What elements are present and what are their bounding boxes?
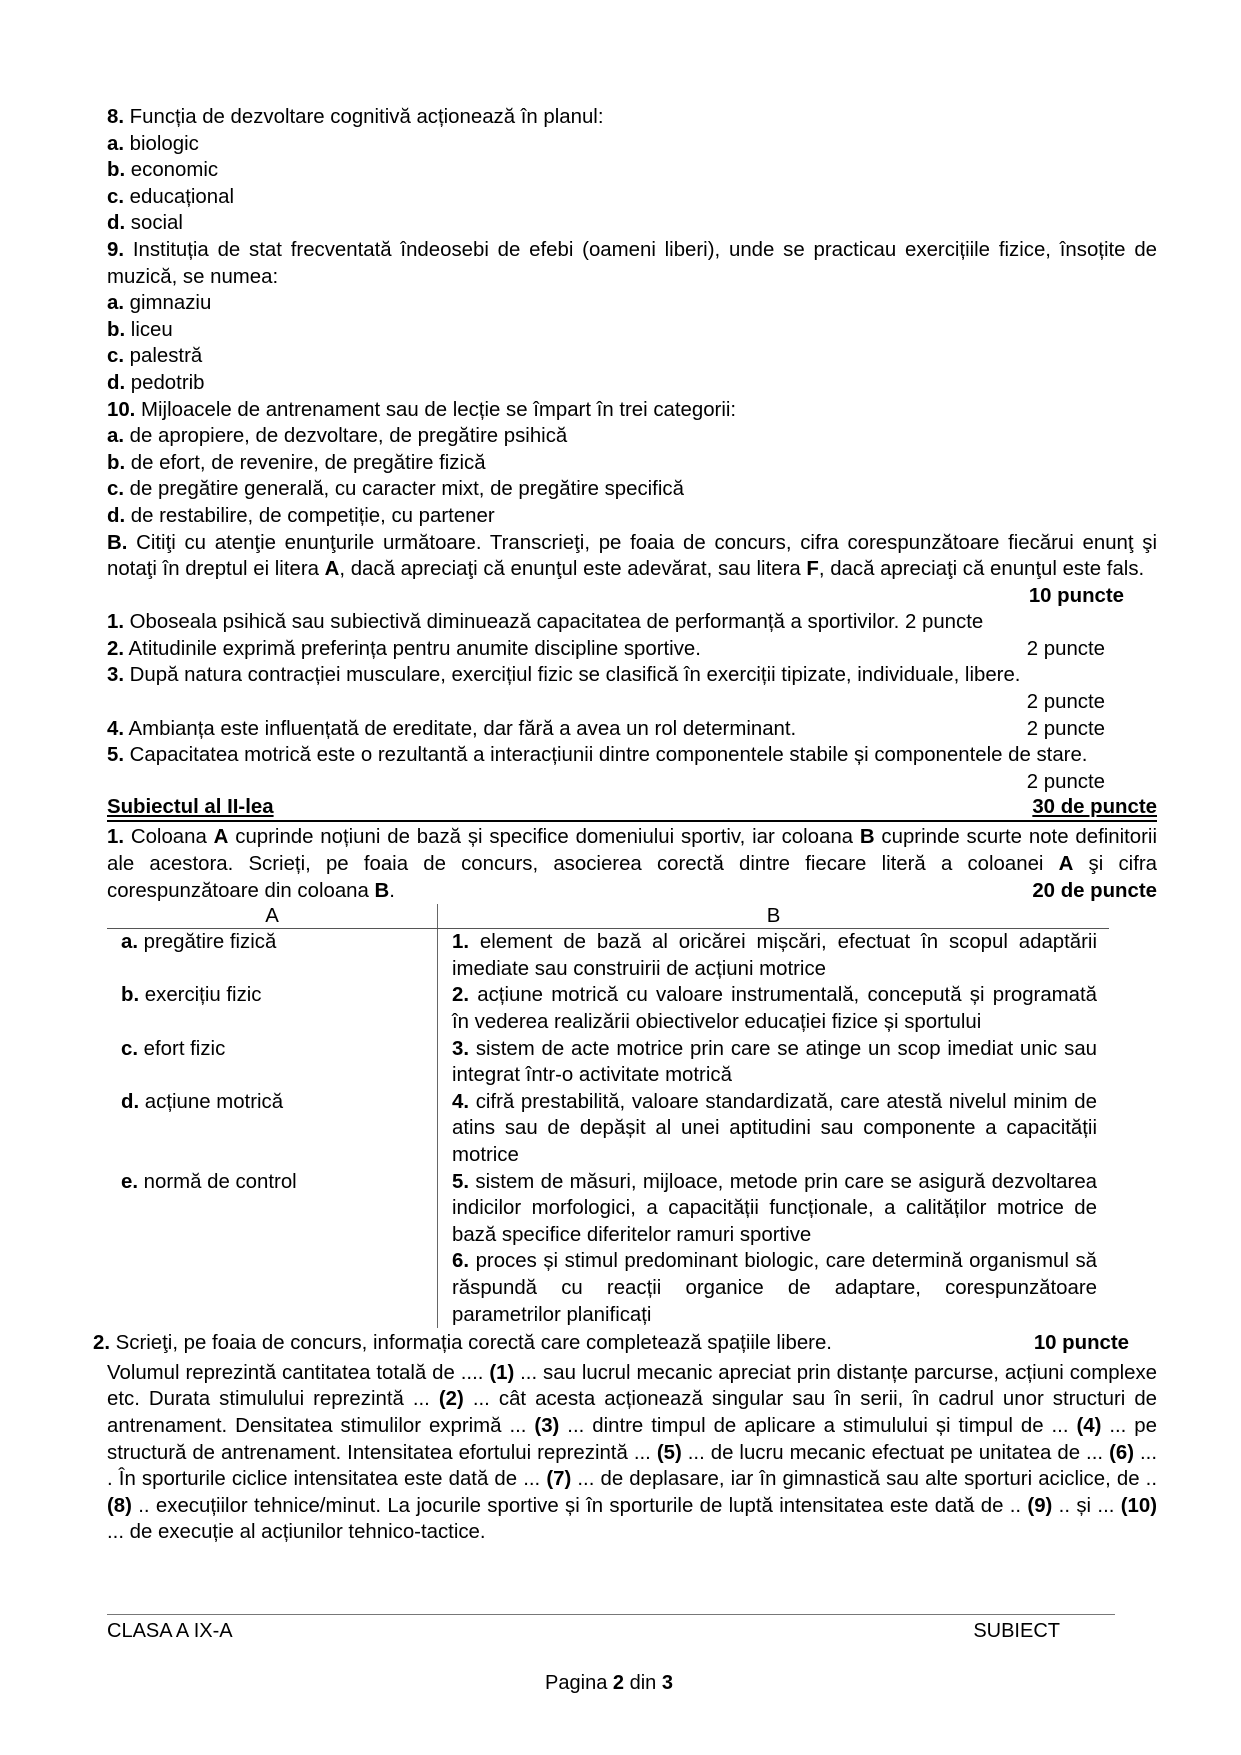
tf-item-4	[107, 716, 1157, 743]
tf-item-2	[107, 636, 1157, 663]
option-letter: d.	[107, 212, 126, 235]
answer-option	[107, 476, 1157, 503]
bold-segment: (6)	[1109, 1441, 1134, 1464]
bold-segment: B.	[107, 531, 128, 554]
option-letter: a.	[107, 292, 125, 315]
part-b-intro	[107, 530, 1157, 610]
part-b-instructions	[107, 532, 1157, 581]
column-b-cell	[438, 929, 1110, 983]
matching-table	[107, 904, 1109, 1328]
item-number: 2.	[452, 984, 470, 1007]
column-b-cell	[438, 1089, 1110, 1169]
item-text: Atitudinile exprimă preferința pentru anumite discipline sportive.	[124, 637, 701, 660]
matching-row	[107, 1089, 1109, 1169]
text-segment: ... cât acesta acționează singular sau în serii, în cadrul unor structuri de antrenament. Densitatea stimulilor exprimă ...	[107, 1388, 1157, 1437]
option-letter: a.	[107, 425, 125, 448]
question-text: Instituția de stat frecventată îndeosebi de efebi (oameni liberi), unde se practicau exercițiile fizice, însoțite de muzică, se numea:	[107, 238, 1157, 288]
question-number: 8.	[107, 106, 125, 128]
option-text: de restabilire, de competiție, cu partener	[125, 504, 495, 527]
item-text: Capacitatea motrică este o rezultantă a interacțiunii dintre componentele stabile și componentele de stare.	[124, 744, 1088, 767]
item-points: 2 puncte	[904, 611, 984, 634]
page-number	[0, 1672, 1218, 1695]
current-page: 2	[612, 1672, 625, 1694]
item-points: 2 puncte	[1026, 717, 1105, 740]
option-letter: b.	[107, 318, 126, 341]
answer-option	[107, 450, 1157, 477]
text-segment: cuprinde noțiuni de bază și specifice domeniului sportiv, iar coloana	[228, 826, 860, 849]
bold-segment: (9)	[1027, 1494, 1053, 1517]
answer-option	[107, 343, 1157, 370]
answer-option	[107, 503, 1157, 530]
question-9	[107, 237, 1157, 290]
text-segment: Citiţi cu atenţie enunţurile următoare. Transcrieţi, pe foaia de concurs, cifra corespunzătoare fiecărui enunţ şi notaţi în dreptul ei litera	[107, 531, 1157, 581]
text-segment: Coloana	[124, 826, 214, 849]
option-letter: a.	[107, 132, 125, 155]
column-b-cell	[438, 1036, 1110, 1089]
definition: cifră prestabilită, valoare standardizată, care atestă nivelul minim de atins sau de depășit al unei aptitudini sau componente a capacității motrice	[452, 1090, 1097, 1166]
item-number: 4.	[107, 717, 125, 740]
bold-segment: (2)	[438, 1388, 464, 1411]
text-segment: .. și ...	[1052, 1494, 1121, 1517]
column-a-cell	[107, 982, 438, 1035]
subject-2-heading	[107, 795, 1157, 822]
option-text: educațional	[124, 185, 234, 208]
class-label: CLASA A IX-A	[107, 1620, 233, 1642]
text-segment: ... dintre timpul de aplicare a stimulului și timpul de ...	[559, 1414, 1077, 1437]
item-number: 3.	[452, 1037, 470, 1060]
item-points: 2 puncte	[1026, 637, 1105, 660]
text-segment: , dacă apreciaţi că enunţul este adevărat, sau litera	[339, 558, 807, 581]
matching-row	[107, 1169, 1109, 1249]
option-text: liceu	[125, 318, 173, 341]
option-text: de efort, de revenire, de pregătire fizică	[125, 451, 486, 474]
bold-segment: A	[1058, 853, 1074, 876]
bold-segment: A	[324, 558, 340, 581]
answer-option	[107, 290, 1157, 317]
item-letter: c.	[121, 1037, 139, 1060]
definition: proces și stimul predominant biologic, care determină organismul să răspundă cu reacții organice de adaptare, corespunzătoare parametrilor planificați	[452, 1250, 1097, 1326]
fill-in-paragraph	[107, 1360, 1157, 1546]
option-letter: b.	[107, 159, 126, 182]
bold-segment: (7)	[546, 1468, 572, 1491]
answer-option	[107, 370, 1157, 397]
column-a-header: A	[107, 904, 438, 929]
text-segment: .	[389, 879, 395, 902]
column-a-cell	[107, 929, 438, 983]
column-a-cell	[107, 1036, 438, 1089]
item-number: 5.	[452, 1170, 470, 1193]
item-letter: e.	[121, 1170, 139, 1193]
q8-options	[107, 131, 1157, 237]
text-segment: ... de deplasare, iar în gimnastică sau alte sporturi aciclice, de ..	[571, 1468, 1157, 1491]
option-text: de apropiere, de dezvoltare, de pregătire psihică	[124, 425, 568, 448]
subject-title: Subiectul al II-lea	[107, 796, 274, 819]
answer-option	[107, 423, 1157, 450]
option-text: biologic	[124, 132, 199, 155]
text-segment: ... pe structură de antrenament. Intensitatea efortului reprezintă ...	[107, 1414, 1157, 1464]
answer-option	[107, 157, 1157, 184]
question-text: Scrieţi, pe foaia de concurs, informația corectă care completează spațiile libere.	[110, 1332, 832, 1355]
text-segment: , dacă apreciaţi că enunţul este fals.	[818, 558, 1145, 581]
item-number: 5.	[107, 744, 125, 767]
text-segment: ... de execuție al acțiunilor tehnico-tactice.	[107, 1521, 486, 1544]
q9-options	[107, 290, 1157, 396]
definition: sistem de acte motrice prin care se atinge un scop imediat unic sau integrat într-o activitate motrică	[452, 1037, 1097, 1087]
column-a-cell	[107, 1248, 438, 1328]
answer-option	[107, 184, 1157, 211]
question-text	[107, 826, 1157, 901]
notion: exercițiu fizic	[139, 984, 262, 1007]
tf-item-1	[107, 609, 1157, 636]
question-number: 2.	[93, 1332, 111, 1355]
bold-segment: B	[859, 826, 875, 849]
text-segment: ... de lucru mecanic efectuat pe unitatea de ...	[681, 1441, 1110, 1464]
question-8	[107, 104, 1157, 131]
item-number: 4.	[452, 1090, 470, 1113]
option-letter: d.	[107, 371, 126, 394]
tf-item-3	[107, 662, 1157, 715]
footer	[107, 1614, 1115, 1643]
tf-item-5	[107, 742, 1157, 795]
notion: pregătire fizică	[138, 931, 277, 954]
bold-segment: F	[806, 558, 819, 581]
item-text: Ambianța este influențată de ereditate, dar fără a avea un rol determinant.	[124, 717, 797, 740]
text-segment: .. execuțiilor tehnice/minut. La jocurile sportive și în sporturile de luptă intensitatea este dată de ..	[131, 1494, 1028, 1517]
q10-options	[107, 423, 1157, 529]
s2-question-1	[107, 824, 1157, 904]
item-points: 2 puncte	[1026, 691, 1105, 714]
option-text: de pregătire generală, cu caracter mixt, de pregătire specifică	[124, 478, 684, 501]
subject-points: 30 de puncte	[1032, 796, 1157, 819]
bold-segment: 1.	[107, 826, 125, 849]
column-b-header: B	[438, 904, 1110, 929]
subject-label: SUBIECT	[973, 1620, 1060, 1642]
item-text: După natura contracției musculare, exercițiul fizic se clasifică în exerciții tipizate, individuale, libere.	[124, 664, 1021, 687]
bold-segment: (10)	[1120, 1494, 1158, 1517]
notion: acțiune motrică	[139, 1090, 284, 1113]
option-letter: c.	[107, 478, 125, 501]
item-number: 3.	[107, 664, 125, 687]
option-text: social	[125, 212, 183, 235]
option-letter: d.	[107, 504, 126, 527]
matching-row	[107, 982, 1109, 1035]
text-segment: ... . În sporturile ciclice intensitatea este dată de ...	[107, 1441, 1157, 1491]
option-letter: c.	[107, 185, 125, 208]
total-pages: 3	[661, 1672, 673, 1694]
definition: element de bază al oricărei mișcări, efectuat în scopul adaptării imediate sau construirii de acțiuni motrice	[452, 931, 1097, 980]
bold-segment: (1)	[489, 1361, 515, 1384]
question-text: Funcția de dezvoltare cognitivă acționează în planul:	[124, 106, 604, 128]
question-number: 9.	[107, 238, 125, 261]
item-number: 1.	[107, 611, 125, 634]
question-points: 20 de puncte	[1032, 879, 1157, 902]
notion: efort fizic	[138, 1037, 226, 1060]
answer-option	[107, 317, 1157, 344]
item-points: 2 puncte	[1026, 770, 1105, 793]
item-letter: b.	[121, 984, 140, 1007]
option-letter: c.	[107, 345, 125, 368]
item-letter: d.	[121, 1090, 140, 1113]
text-segment: Volumul reprezintă cantitatea totală de ....	[107, 1361, 490, 1384]
column-b-cell	[438, 1248, 1110, 1328]
item-number: 1.	[452, 931, 470, 954]
option-text: economic	[125, 159, 219, 182]
text-segment: cuprinde scurte note definitorii ale acestora. Scrieți, pe foaia de concurs, asocierea corectă dintre fiecare literă a coloanei	[107, 826, 1157, 876]
page-mid: din	[624, 1672, 662, 1694]
bold-segment: A	[213, 826, 229, 849]
bold-segment: (4)	[1076, 1414, 1102, 1437]
matching-row	[107, 1248, 1109, 1328]
s2-question-2	[93, 1330, 1157, 1357]
column-a-cell	[107, 1089, 438, 1169]
option-text: pedotrib	[125, 371, 205, 394]
definition: sistem de măsuri, mijloace, metode prin care se asigură dezvoltarea indicilor morfologici, a capacității funcționale, a calităților motrice de bază specifice diferitelor ramuri sportive	[452, 1170, 1097, 1246]
column-a-cell	[107, 1169, 438, 1249]
item-number: 6.	[452, 1250, 470, 1273]
bold-segment: (8)	[107, 1494, 132, 1517]
bold-segment: (3)	[534, 1414, 560, 1437]
matching-row	[107, 1036, 1109, 1089]
bold-segment: B	[374, 879, 390, 902]
answer-option	[107, 210, 1157, 237]
option-text: gimnaziu	[124, 292, 212, 315]
column-b-cell	[438, 982, 1110, 1035]
matching-row	[107, 929, 1109, 983]
answer-option	[107, 131, 1157, 158]
page-prefix: Pagina	[545, 1672, 613, 1694]
part-b-points: 10 puncte	[1028, 584, 1124, 607]
definition: acțiune motrică cu valoare instrumentală, concepută și programată în vederea realizării obiectivelor educației fizice și sportului	[452, 984, 1097, 1033]
option-text: palestră	[124, 345, 203, 368]
item-text: Oboseala psihică sau subiectivă diminuează capacitatea de performanță a sportivilor.	[124, 611, 900, 634]
text-segment: şi cifra corespunzătoare din coloana	[107, 853, 1157, 902]
item-letter: a.	[121, 931, 139, 954]
column-b-cell	[438, 1169, 1110, 1249]
item-number: 2.	[107, 637, 125, 660]
exam-page	[93, 104, 1158, 1546]
question-text: Mijloacele de antrenament sau de lecție se împart în trei categorii:	[135, 398, 737, 421]
notion: normă de control	[138, 1170, 297, 1193]
bold-segment: (5)	[656, 1441, 682, 1464]
question-number: 10.	[107, 398, 136, 421]
question-10	[107, 397, 1157, 424]
question-points: 10 puncte	[1033, 1332, 1129, 1355]
option-letter: b.	[107, 451, 126, 474]
text-segment: ... sau lucrul mecanic apreciat prin distanțe parcurse, acțiuni complexe etc. Durata stimulului reprezintă ...	[107, 1361, 1157, 1411]
